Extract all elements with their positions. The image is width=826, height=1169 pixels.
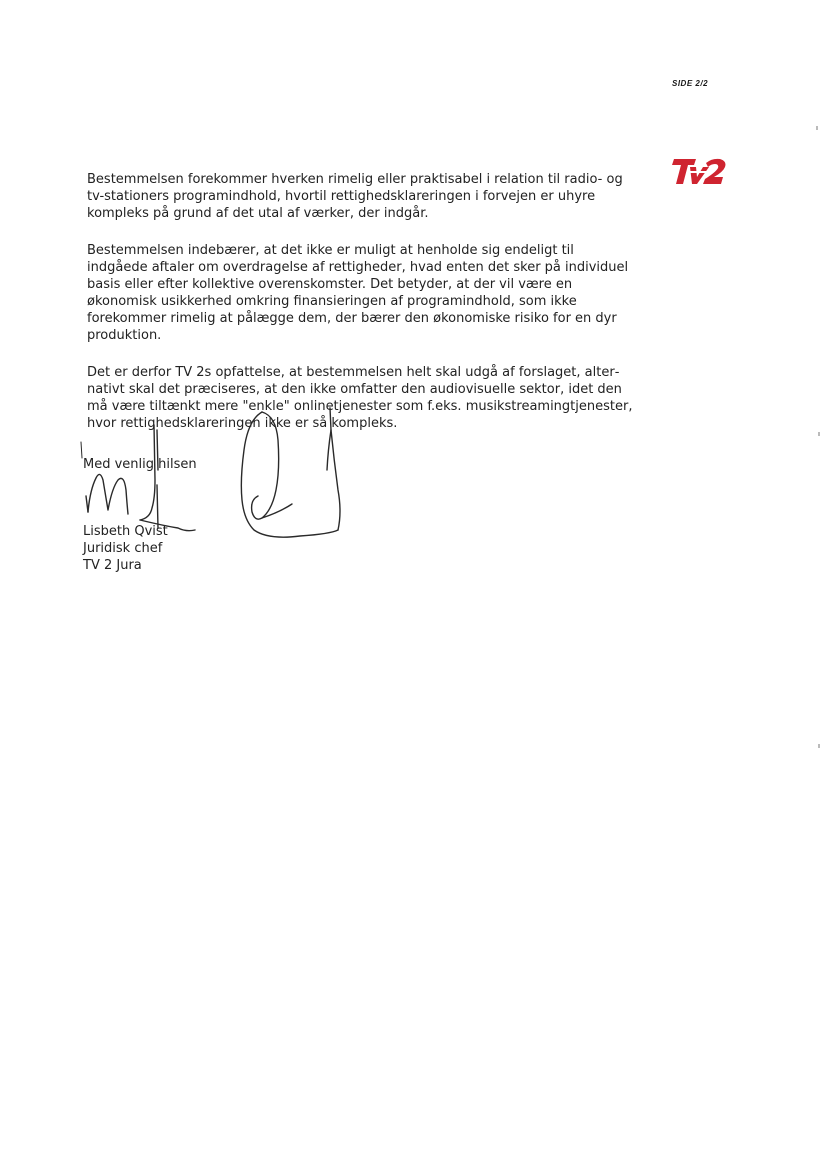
signatory-name: Lisbeth Qvist (83, 524, 168, 539)
paragraph-1: Bestemmelsen forekommer hverken rimelig eller praktisabel i relation til radio- og tv-stationers programindhold, hvortil rettighedsklareringen i forvejen er uhyre kompleks på grund af det utal af værker, der indgår. (87, 172, 623, 221)
closing-greeting: Med venlig hilsen (83, 457, 197, 472)
paragraph-3: Det er derfor TV 2s opfattelse, at bestemmelsen helt skal udgå af forslaget, alternativt skal det præciseres, at den ikke omfatter den audiovisuelle sektor, idet den må være tiltænkt mere "enkle" onlinetjenester som f.eks. musikstreamingtjenester, hvor rettighedsklareringen ikke er så kompleks. (87, 365, 633, 431)
scan-mark (816, 126, 818, 130)
page-number: SIDE 2/2 (672, 79, 709, 88)
letter-body (87, 171, 635, 452)
signature-block (83, 523, 168, 574)
tv2-logo (670, 157, 728, 187)
signatory-title: Juridisk chef (83, 541, 163, 556)
signatory-department: TV 2 Jura (83, 558, 142, 573)
paragraph-2: Bestemmelsen indebærer, at det ikke er muligt at henholde sig endeligt til indgåede aftaler om overdragelse af rettigheder, hvad enten det sker på individuel basis eller efter kollektive overenskomster. Det betyder, at der vil være en økonomisk usikkerhed omkring finansieringen af programindhold, som ikke forekommer rimelig at pålægge dem, der bærer den økonomiske risiko for en dyr produktion. (87, 243, 629, 343)
scan-mark (818, 432, 820, 436)
tv2-logo-icon (670, 157, 728, 187)
scan-mark (818, 744, 820, 748)
